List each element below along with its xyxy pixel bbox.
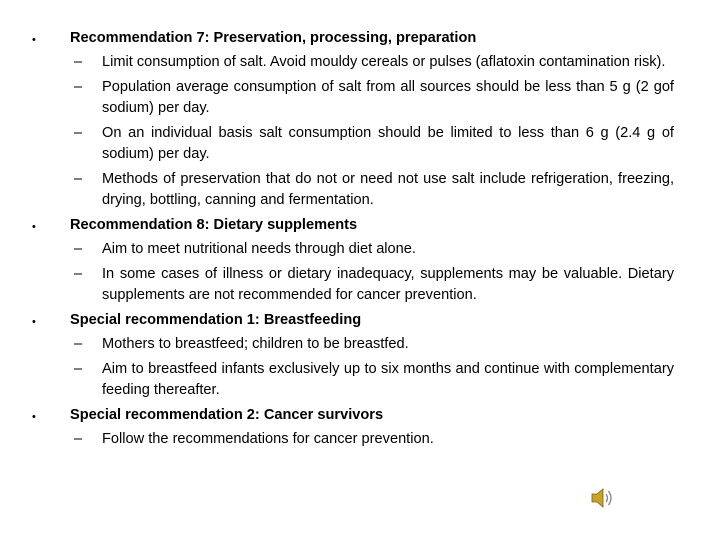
list-item (70, 264, 674, 306)
section-special-recommendation-2 (32, 405, 674, 450)
speaker-body (592, 489, 603, 507)
list-item (70, 169, 674, 211)
bullet: • (32, 411, 36, 423)
dash: – (74, 336, 83, 352)
bullet: • (32, 221, 36, 233)
list-item-text: Mothers to breastfeed; children to be breastfed. (102, 336, 409, 352)
bullet: • (32, 316, 36, 328)
list-item-text: Methods of preservation that do not or need not use salt include refrigeration, freezing, drying, bottling, canning and fermentation. (102, 171, 674, 208)
speaker-wave-inner (606, 494, 608, 502)
section-heading: Recommendation 8: Dietary supplements (70, 217, 358, 233)
dash: – (74, 361, 83, 377)
section-heading: Special recommendation 2: Cancer survivors (70, 407, 384, 423)
list-item (70, 429, 674, 450)
dash: – (74, 79, 83, 95)
section-recommendation-8 (32, 215, 674, 306)
section-recommendation-7 (32, 28, 674, 211)
list-item-text: On an individual basis salt consumption should be limited to less than 6 g (2.4 g of sodium) per day. (102, 125, 674, 162)
dash: – (74, 431, 83, 447)
dash: – (74, 266, 83, 282)
list-item (70, 52, 674, 73)
dash: – (74, 54, 83, 70)
dash: – (74, 125, 83, 141)
list-item (70, 77, 674, 119)
list-item-text: Aim to breastfeed infants exclusively up to six months and continue with complementary feeding thereafter. (102, 361, 674, 398)
section-heading: Special recommendation 1: Breastfeeding (70, 312, 362, 328)
list-item-text: Aim to meet nutritional needs through diet alone. (102, 241, 416, 257)
list-item-text: Population average consumption of salt from all sources should be less than 5 g (2 gof sodium) per day. (102, 79, 674, 116)
dash: – (74, 241, 83, 257)
speaker-icon[interactable] (588, 484, 616, 512)
list-item-text: In some cases of illness or dietary inadequacy, supplements may be valuable. Dietary supplements are not recommended for cancer prevention. (102, 266, 674, 303)
bullet: • (32, 34, 36, 46)
section-special-recommendation-1 (32, 310, 674, 401)
speaker-wave-outer (609, 491, 612, 505)
list-item-text: Limit consumption of salt. Avoid mouldy cereals or pulses (aflatoxin contamination risk). (102, 54, 666, 70)
list-item (70, 239, 674, 260)
section-heading: Recommendation 7: Preservation, processing, preparation (70, 30, 477, 46)
list-item (70, 123, 674, 165)
list-item (70, 359, 674, 401)
list-item-text: Follow the recommendations for cancer prevention. (102, 431, 434, 447)
dash: – (74, 171, 83, 187)
slide-content (32, 28, 674, 454)
list-item (70, 334, 674, 355)
